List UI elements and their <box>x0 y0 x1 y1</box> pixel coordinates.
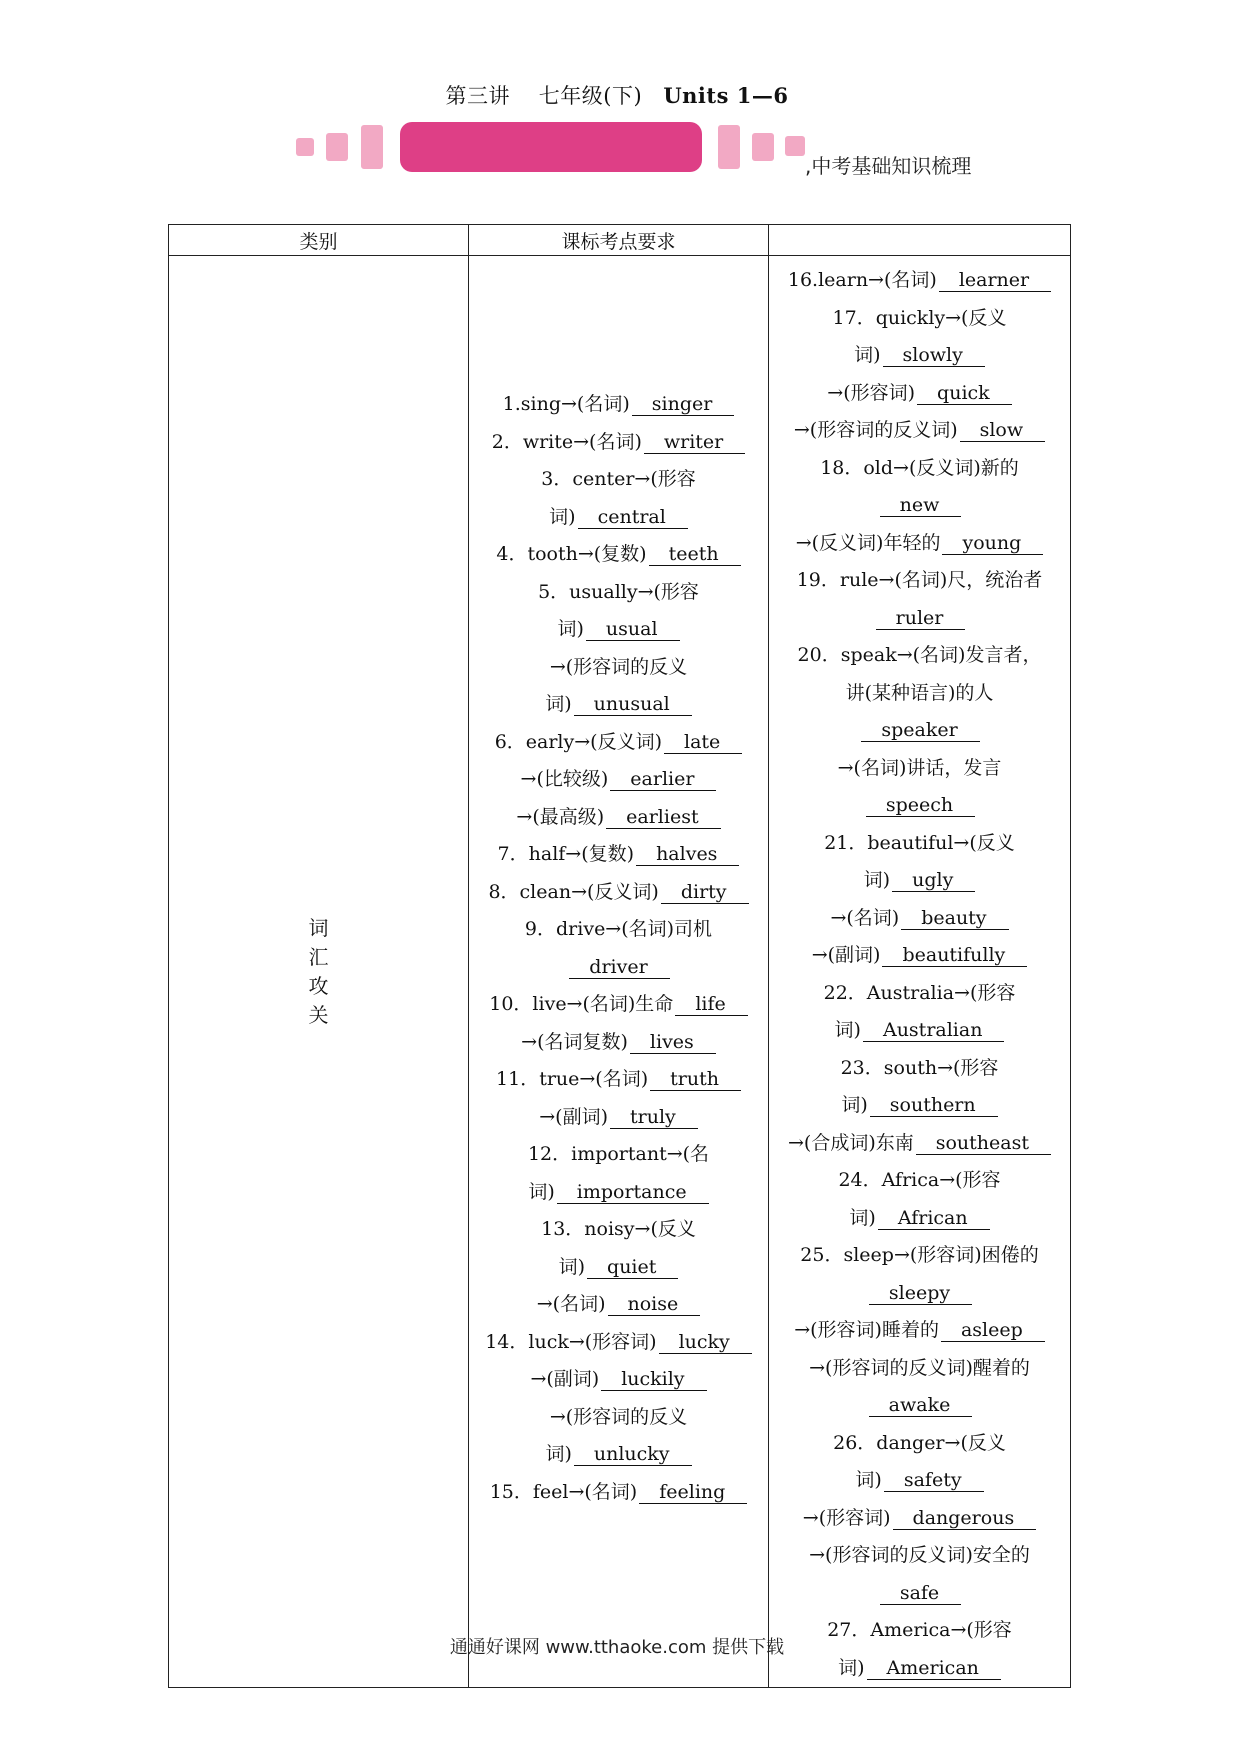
vocab-line <box>475 1474 762 1512</box>
category-cell <box>169 256 469 1688</box>
vocab-line <box>475 1211 762 1249</box>
banner-square-decoration <box>326 133 348 161</box>
vocab-prompt: 23．south→(形容 <box>840 1056 999 1079</box>
vocab-answer: young <box>942 532 1043 555</box>
vocab-line <box>475 724 762 762</box>
vocab-prompt: 3．center→(形容 <box>541 468 696 490</box>
vocab-line <box>475 911 762 949</box>
vocab-line <box>775 750 1064 788</box>
vocab-answer: late <box>664 731 742 754</box>
vocab-prompt: →(名词) <box>830 906 900 929</box>
vocab-answer: speaker <box>861 719 979 742</box>
vocab-answer: American <box>867 1657 1001 1680</box>
vocab-answer: truly <box>610 1106 698 1129</box>
vocab-answer: earlier <box>610 768 716 791</box>
vocab-prompt: →(名词复数) <box>521 1030 628 1053</box>
vocab-answer: life <box>675 993 747 1016</box>
vocab-line <box>475 949 762 987</box>
vocab-line <box>475 386 762 424</box>
vocab-prompt: →(名词) <box>536 1293 606 1315</box>
vocab-answer: ruler <box>876 607 966 630</box>
vocab-line <box>775 1275 1064 1313</box>
vocab-line <box>475 1361 762 1399</box>
banner-square-decoration <box>785 136 805 156</box>
vocab-answer: noise <box>608 1293 701 1316</box>
vocab-line <box>475 686 762 724</box>
vocab-prompt: →(比较级) <box>520 768 609 790</box>
vocab-prompt: 27．America→(形容 <box>827 1619 1012 1641</box>
vocab-prompt: 7．half→(复数) <box>497 843 635 865</box>
vocab-answer: feeling <box>639 1481 747 1504</box>
header-requirements: 课标考点要求 <box>469 225 769 256</box>
vocab-line <box>775 900 1064 938</box>
vocab-answer: safe <box>880 1582 961 1605</box>
vocab-line <box>775 712 1064 750</box>
vocab-line <box>475 986 762 1024</box>
vocab-prompt: 1.sing→(名词) <box>502 393 630 415</box>
vocab-answer: southeast <box>916 1132 1051 1155</box>
vocab-prompt: →(合成词)东南 <box>787 1131 914 1154</box>
vocab-prompt: 5．usually→(形容 <box>538 580 699 603</box>
vocab-answer: dangerous <box>893 1507 1037 1530</box>
vocab-line <box>775 825 1064 863</box>
vocab-line <box>775 1425 1064 1463</box>
vocab-prompt: →(形容词) <box>827 381 916 404</box>
vocab-prompt: 词) <box>558 1255 586 1278</box>
vocab-prompt: →(反义词)年轻的 <box>795 531 941 554</box>
vocab-prompt: 8．clean→(反义词) <box>488 880 659 903</box>
vocab-prompt: →(形容词的反义 <box>549 655 688 678</box>
vocab-prompt: 词) <box>557 618 584 640</box>
vocab-prompt: 16.learn→(名词) <box>787 269 937 291</box>
vocab-answer: teeth <box>649 543 741 566</box>
vocab-line <box>475 1399 762 1437</box>
vocab-line <box>775 450 1064 488</box>
vocab-line <box>475 1286 762 1324</box>
vocab-prompt: 词) <box>834 1019 861 1041</box>
vocab-answer: beautifully <box>882 944 1027 967</box>
table-header-row <box>169 225 1071 256</box>
vocab-prompt: 25．sleep→(形容词)困倦的 <box>800 1244 1039 1266</box>
vocab-answer: awake <box>869 1394 973 1417</box>
vocab-prompt: 2．write→(名词) <box>491 430 642 453</box>
vocab-line <box>775 1462 1064 1500</box>
vocab-answer: importance <box>557 1181 709 1204</box>
vocab-prompt: 词) <box>854 344 881 366</box>
vocab-prompt: 21．beautiful→(反义 <box>824 831 1015 854</box>
vocab-line <box>775 675 1064 713</box>
vocab-line <box>475 611 762 649</box>
vocab-prompt: 11．true→(名词) <box>496 1068 649 1090</box>
vocab-line <box>775 1500 1064 1538</box>
vocab-line <box>775 637 1064 675</box>
vocab-line <box>775 337 1064 375</box>
vocab-answer: asleep <box>941 1319 1045 1342</box>
vocab-answer: unlucky <box>574 1443 692 1466</box>
vocab-line <box>775 1237 1064 1275</box>
vocab-prompt: →(副词) <box>811 944 881 966</box>
banner-bar <box>400 122 702 172</box>
vocab-prompt: 15．feel→(名词) <box>489 1480 638 1503</box>
vocab-answer: unusual <box>574 693 692 716</box>
vocab-line <box>775 1200 1064 1238</box>
vocab-line <box>775 1125 1064 1163</box>
vocab-line <box>775 1050 1064 1088</box>
banner-square-decoration <box>718 125 740 169</box>
vocab-line <box>775 1575 1064 1613</box>
vocab-answer: learner <box>939 269 1051 292</box>
banner-square-decoration <box>752 133 774 161</box>
vocab-prompt: 19．rule→(名词)尺，统治者 <box>796 569 1043 591</box>
lecture-label: 第三讲 <box>445 84 511 108</box>
vocab-line <box>475 1249 762 1287</box>
vocab-prompt: 24．Africa→(形容 <box>838 1169 1001 1191</box>
vocab-prompt: 讲(某种语言)的人 <box>845 681 994 704</box>
vocab-prompt: →(形容词的反义词)醒着的 <box>809 1356 1030 1379</box>
vocab-prompt: →(名词)讲话，发言 <box>837 756 1002 779</box>
vocab-line <box>475 499 762 537</box>
vocab-line <box>775 975 1064 1013</box>
vocab-column <box>769 256 1071 1688</box>
category-label: 词汇攻关 <box>308 915 329 1027</box>
vocab-prompt: 6．early→(反义词) <box>494 730 662 753</box>
vocab-answer: lucky <box>659 1331 752 1354</box>
vocab-column <box>469 256 769 1688</box>
vocab-prompt: 词) <box>863 869 891 891</box>
vocab-line <box>475 1136 762 1174</box>
vocab-prompt: 26．danger→(反义 <box>833 1431 1006 1454</box>
table-row <box>169 256 1071 1688</box>
vocab-answer: African <box>878 1207 990 1230</box>
vocab-line <box>475 1061 762 1099</box>
vocab-prompt: 12．important→(名 <box>527 1143 710 1165</box>
vocab-line <box>775 1387 1064 1425</box>
vocab-line <box>775 1537 1064 1575</box>
vocab-prompt: 22．Australia→(形容 <box>823 981 1016 1004</box>
vocab-prompt: 词) <box>528 1180 555 1203</box>
vocab-line <box>775 1350 1064 1388</box>
vocab-prompt: →(形容词)睡着的 <box>794 1319 939 1341</box>
vocab-answer: ugly <box>892 869 975 892</box>
vocab-answer: slowly <box>883 344 985 367</box>
vocab-line <box>475 574 762 612</box>
vocab-prompt: 词) <box>838 1656 865 1679</box>
vocab-prompt: 4．tooth→(复数) <box>496 543 647 565</box>
footer-credit: 通通好课网 www.tthaoke.com 提供下载 <box>449 1637 785 1658</box>
vocabulary-table <box>168 224 1071 1688</box>
vocab-answer: dirty <box>661 881 749 904</box>
vocab-answer: writer <box>644 431 745 454</box>
vocab-prompt: 词) <box>849 1206 876 1229</box>
vocab-line <box>475 836 762 874</box>
section-label: ,中考基础知识梳理 <box>805 154 972 178</box>
vocab-line <box>775 262 1064 300</box>
vocab-line <box>475 1436 762 1474</box>
banner-square-decoration <box>296 138 314 156</box>
vocab-line <box>775 862 1064 900</box>
header-blank <box>769 225 1071 256</box>
vocab-prompt: →(形容词的反义词)安全的 <box>809 1544 1030 1566</box>
vocab-answer: quiet <box>587 1256 678 1279</box>
vocab-line <box>775 787 1064 825</box>
vocab-line <box>775 600 1064 638</box>
vocab-line <box>775 1312 1064 1350</box>
vocab-prompt: →(副词) <box>539 1105 608 1128</box>
vocab-answer: sleepy <box>869 1282 972 1305</box>
vocab-prompt: →(副词) <box>530 1368 600 1390</box>
vocab-line <box>775 525 1064 563</box>
vocab-line <box>475 461 762 499</box>
vocab-prompt: →(形容词的反义 <box>549 1405 688 1428</box>
vocab-line <box>775 375 1064 413</box>
vocab-answer: halves <box>636 843 739 866</box>
vocab-prompt: 10．live→(名词)生命 <box>489 993 674 1015</box>
vocab-answer: beauty <box>901 907 1008 930</box>
vocab-answer: central <box>578 506 688 529</box>
vocab-line <box>475 1024 762 1062</box>
vocab-line <box>475 649 762 687</box>
vocab-prompt: 词) <box>545 1443 572 1465</box>
vocab-prompt: 14．luck→(形容词) <box>485 1330 657 1353</box>
vocab-prompt: →(形容词) <box>802 1506 891 1529</box>
vocab-line <box>475 536 762 574</box>
vocab-line <box>775 562 1064 600</box>
vocab-line <box>475 424 762 462</box>
vocab-prompt: 词) <box>549 505 576 528</box>
vocab-prompt: →(最高级) <box>516 805 605 828</box>
vocab-line <box>475 874 762 912</box>
vocab-prompt: 词) <box>545 693 572 715</box>
vocab-line <box>775 487 1064 525</box>
vocab-line <box>475 761 762 799</box>
header-category: 类别 <box>169 225 469 256</box>
vocab-line <box>775 1012 1064 1050</box>
vocab-prompt: 18．old→(反义词)新的 <box>820 456 1019 479</box>
vocab-prompt: 13．noisy→(反义 <box>541 1218 696 1240</box>
units-label: Units 1—6 <box>663 83 789 108</box>
vocab-line <box>475 1099 762 1137</box>
vocab-line <box>775 1087 1064 1125</box>
vocab-answer: southern <box>870 1094 998 1117</box>
vocab-prompt: 词) <box>855 1469 882 1491</box>
vocab-line <box>475 1174 762 1212</box>
vocab-answer: lives <box>630 1031 716 1054</box>
vocab-answer: earliest <box>606 806 720 829</box>
grade-label: 七年级(下) <box>538 84 643 108</box>
vocab-answer: Australian <box>863 1019 1004 1042</box>
vocab-prompt: 20．speak→(名词)发言者， <box>797 644 1042 666</box>
vocab-line <box>775 1162 1064 1200</box>
page-header <box>0 80 1234 110</box>
vocab-answer: luckily <box>601 1368 706 1391</box>
vocab-line <box>775 937 1064 975</box>
banner-square-decoration <box>361 125 383 169</box>
vocab-prompt: →(形容词的反义词) <box>793 419 958 441</box>
vocab-answer: quick <box>917 382 1012 405</box>
vocab-answer: driver <box>569 956 669 979</box>
vocab-answer: slow <box>960 419 1046 442</box>
vocab-line <box>475 799 762 837</box>
vocab-prompt: 词) <box>841 1094 868 1116</box>
vocab-prompt: 17．quickly→(反义 <box>832 306 1007 329</box>
vocab-answer: truth <box>650 1068 741 1091</box>
vocab-answer: singer <box>632 393 735 416</box>
vocab-answer: safety <box>884 1469 984 1492</box>
vocab-line <box>475 1324 762 1362</box>
vocab-answer: new <box>880 494 962 517</box>
section-banner <box>0 122 1234 178</box>
vocab-line <box>775 412 1064 450</box>
vocab-prompt: 9．drive→(名词)司机 <box>524 918 713 940</box>
vocab-line <box>775 300 1064 338</box>
vocab-answer: speech <box>866 794 975 817</box>
vocab-answer: usual <box>586 618 680 641</box>
